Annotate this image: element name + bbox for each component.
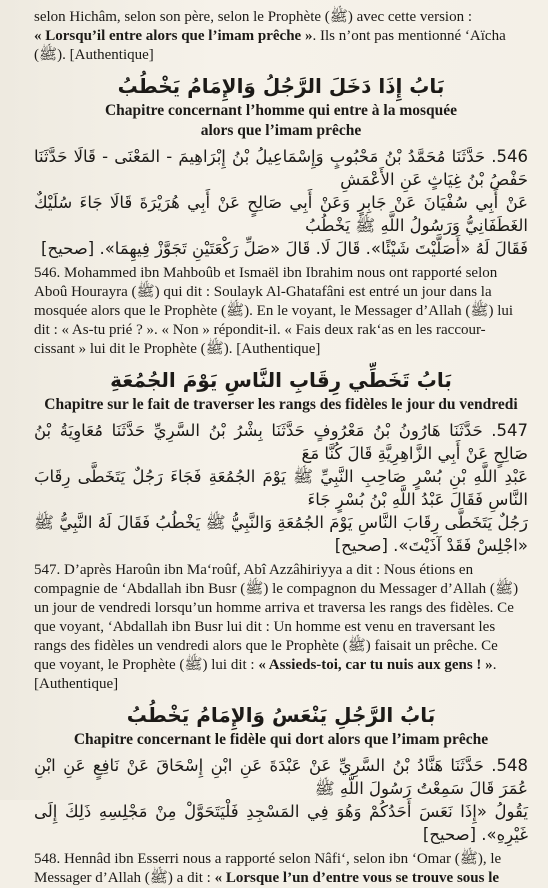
grading-label: [Authentique] [34,676,119,692]
chapter-title-line: alors que l’imam prêche [200,122,362,139]
chapter-title-line: Chapitre concernant l’homme qui entre à la mosquée [104,102,458,119]
hadith-arabic-line: عَنْ أَبِي سُفْيَانَ عَنْ جَابِرٍ وَعَنْ أَبِي صَالِحٍ عَنْ أَبِي هُرَيْرَةَ قَالَا جَاءَ سُلَيْكٌ الغَطَفَانِيُّ وَرَسُولُ اللَّهِ ﷺ يَخْطُبُ [34,193,528,235]
prophet-quote: « Assieds-toi, car tu nuis aux gens ! » [258,657,493,673]
intro-line: selon Hichâm, selon son père, selon le Prophète (ﷺ) avec cette version : [34,9,472,25]
hadith-french-line [34,656,528,675]
hadith-french-line: rangs des fidèles un vendredi alors que le Prophète (ﷺ) faisait un prêche. Ce [34,638,498,654]
chapter-french-title [34,101,528,141]
chapter-title-line: Chapitre concernant le fidèle qui dort alors que l’imam prêche [73,731,489,748]
chapter-arabic-title: بَابُ تَخَطِّي رِقَابِ النَّاسِ يَوْمَ الجُمُعَةِ [110,368,452,392]
chapter-arabic-title: بَابُ الرَّجُلِ يَنْعَسُ وَالإِمَامُ يَخْطُبُ [126,703,436,727]
hadith-french-line: que voyant, ‘Abdallah ibn Busr lui dit : Un homme est venu en traversant les [34,619,496,635]
intro-line [34,27,528,46]
hadith-text: . [492,657,497,673]
hadith-french-line: 547. D’après Haroûn ibn Ma‘roûf, Abî Azzâhiriyya a dit : Nous étions en [34,562,474,578]
hadith-arabic-line: يَقُولُ «إِذَا نَعَسَ أَحَدُكُمْ وَهُوَ فِي المَسْجِدِ فَلْيَتَحَوَّلْ مِنْ مَجْلِسِهِ ذَلِكَ إِلَى غَيْرِهِ». [صحيح] [34,802,528,844]
hadith-french-line: compagnie de ‘Abdallah ibn Busr (ﷺ) le compagnon du Messager d’Allah (ﷺ) [34,581,519,597]
intro-text: . Ils n’ont pas mentionné ‘Aïcha [312,28,506,44]
prophet-quote: « Lorsque l’un d’entre vous se trouve sous le [214,870,500,886]
hadith-french-line [34,869,528,888]
intro-line: (ﷺ). [Authentique] [34,47,154,63]
hadith-arabic-line: 548. حَدَّثَنَا هَنَّادُ بْنُ السَّرِيِّ عَنْ عَبْدَةَ عَنِ ابْنِ إِسْحَاقَ عَنْ نَافِعٍ عَنِ ابْنِ عُمَرَ قَالَ سَمِعْتُ رَسُولَ اللَّهِ ﷺ [34,756,528,798]
hadith-arabic-line: فَقَالَ لَهُ «أَصَلَّيْتَ شَيْئًا». قَالَ لَا. قَالَ «صَلِّ رَكْعَتَيْنِ تَجَوَّزْ فِيهِمَا». [صحيح] [41,239,528,258]
hadith-arabic-line: 546. حَدَّثَنَا مُحَمَّدُ بْنُ مَحْبُوبٍ وَإِسْمَاعِيلُ بْنُ إِبْرَاهِيمَ - المَعْنَى - قَالَا حَدَّثَنَا حَفْصُ بْنُ غِيَاثٍ عَنِ الأَعْمَشِ [34,147,528,189]
chapter-arabic-title: بَابُ إِذَا دَخَلَ الرَّجُلُ وَالإِمَامُ يَخْطُبُ [117,74,445,98]
hadith-arabic-line: عَبْدِ اللَّهِ بْنِ بُسْرٍ صَاحِبِ النَّبِيِّ ﷺ يَوْمَ الجُمُعَةِ فَجَاءَ رَجُلٌ يَتَخَطَّى رِقَابَ النَّاسِ فَقَالَ عَبْدُ اللَّهِ بْنُ بُسْرٍ جَاءَ [34,467,528,509]
chapter-french-title [34,395,528,415]
hadith-arabic-line: 547. حَدَّثَنَا هَارُونُ بْنُ مَعْرُوفٍ حَدَّثَنَا بِشْرُ بْنُ السَّرِيِّ حَدَّثَنَا مُعَاوِيَةُ بْنُ صَالِحٍ عَنْ أَبِي الزَّاهِرِيَّةِ قَالَ كُنَّا مَعَ [34,421,528,463]
chapter-title-line: Chapitre sur le fait de traverser les rangs des fidèles le jour du vendredi [44,396,518,413]
hadith-french-line: cissant » lui dit le Prophète (ﷺ). [Authentique] [34,341,321,357]
hadith-french-line: 548. Hennâd ibn Esserri nous a rapporté selon Nâfi‘, selon ibn ‘Omar (ﷺ), le [34,851,502,867]
hadith-french-line: dit : « As-tu prié ? ». « Non » répondit-il. « Fais deux rak‘as en les raccour- [34,322,486,338]
hadith-french-line: Aboû Hourayra (ﷺ) qui dit : Soulayk Al-Ghatafâni est entré un jour dans la [34,284,492,300]
hadith-french-line: 546. Mohammed ibn Mahboûb et Ismaël ibn Ibrahim nous ont rapporté selon [34,265,498,281]
hadith-text: que voyant, le Prophète (ﷺ) lui dit : [34,657,259,673]
hadith-text: Messager d’Allah (ﷺ) a dit : [34,870,215,886]
intro-quote: « Lorsqu’il entre alors que l’imam prêche » [34,28,313,44]
hadith-french-line: un jour de vendredi lorsqu’un homme arriva et traversa les rangs des fidèles. Ce [34,600,514,616]
hadith-arabic-line: رَجُلٌ يَتَخَطَّى رِقَابَ النَّاسِ يَوْمَ الجُمُعَةِ وَالنَّبِيُّ ﷺ يَخْطُبُ فَقَالَ لَهُ النَّبِيُّ ﷺ «اجْلِسْ فَقَدْ آذَيْتَ». [صحيح] [34,513,528,555]
hadith-french-line: mosquée alors que le Prophète (ﷺ). En le voyant, le Messager d’Allah (ﷺ) lui [34,303,514,319]
chapter-french-title [34,730,528,750]
